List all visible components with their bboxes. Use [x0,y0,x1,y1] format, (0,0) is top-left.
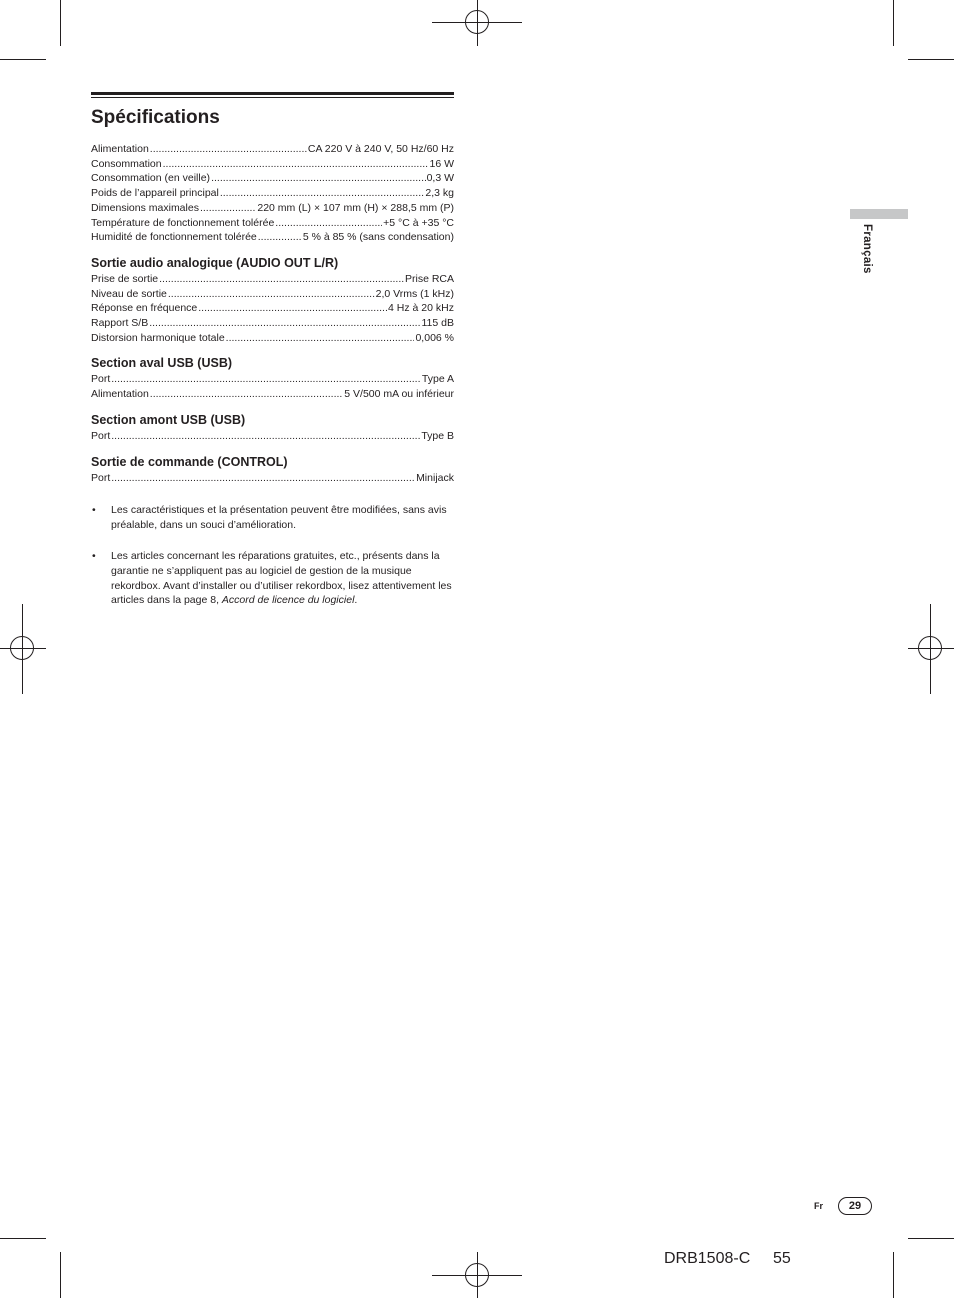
section-heading: Section amont USB (USB) [91,412,246,427]
language-label: Français [861,224,873,274]
list-item: • Les caractéristiques et la présentation peuvent être modifiées, sans avis préalable, dans un souci d’amélioration. [92,504,447,531]
title-rule-thick [91,92,454,95]
spec-row: Consommation ..... 16 W [91,157,454,172]
analog-audio-out-section [91,255,454,346]
page-number-badge: 29 [838,1197,872,1215]
notes-list [91,503,454,608]
usb-downstream-section [91,355,454,401]
spec-row: Port ..... Type B [91,429,454,444]
bullet-icon: • [92,504,96,517]
usb-upstream-section [91,412,454,444]
spec-row: Alimentation ..... 5 V/500 mA ou inférieur [91,387,454,402]
title-rule-thin [91,97,454,98]
spec-row: Consommation (en veille) ..... 0,3 W [91,171,454,186]
spec-row: Humidité de fonctionnement tolérée ..... 5 % à 85 % (sans condensation) [91,230,454,245]
language-tab [850,209,908,219]
specifications-section [91,92,454,625]
job-page-number: 55 [773,1250,791,1267]
control-out-section [91,454,454,486]
spec-row: Température de fonctionnement tolérée ..... +5 °C à +35 °C [91,216,454,231]
general-specs [91,142,454,245]
spec-row: Prise de sortie ..... Prise RCA [91,272,454,287]
spec-row: Distorsion harmonique totale ..... 0,006 % [91,331,454,346]
spec-row: Port ..... Type A [91,372,454,387]
page-title: Spécifications [91,107,220,128]
license-reference: Accord de licence du logiciel [221,594,355,607]
section-heading: Section aval USB (USB) [91,356,233,371]
spec-row: Rapport S/B ..... 115 dB [91,316,454,331]
section-heading: Sortie audio analogique (AUDIO OUT L/R) [91,255,339,270]
list-item: • Les articles concernant les réparations gratuites, etc., présents dans la garantie ne s’appliquent pas au logiciel de gestion de la musique rekordbox. Avant d’installer ou d’utiliser rekordbox, lisez attentivement les articles dans la page 8, Accord de licence du logiciel. [92,550,452,607]
bullet-icon: • [92,550,96,563]
spec-row: Niveau de sortie ..... 2,0 Vrms (1 kHz) [91,287,454,302]
job-code: DRB1508-C [664,1250,751,1267]
section-heading: Sortie de commande (CONTROL) [91,454,288,469]
spec-row: Dimensions maximales ..... 220 mm (L) × 107 mm (H) × 288,5 mm (P) [91,201,454,216]
footer-lang-code: Fr [814,1201,823,1211]
spec-row: Alimentation ..... CA 220 V à 240 V, 50 Hz/60 Hz [91,142,454,157]
spec-row: Port ..... Minijack [91,471,454,486]
spec-row: Poids de l’appareil principal ..... 2,3 kg [91,186,454,201]
spec-row: Réponse en fréquence ..... 4 Hz à 20 kHz [91,301,454,316]
